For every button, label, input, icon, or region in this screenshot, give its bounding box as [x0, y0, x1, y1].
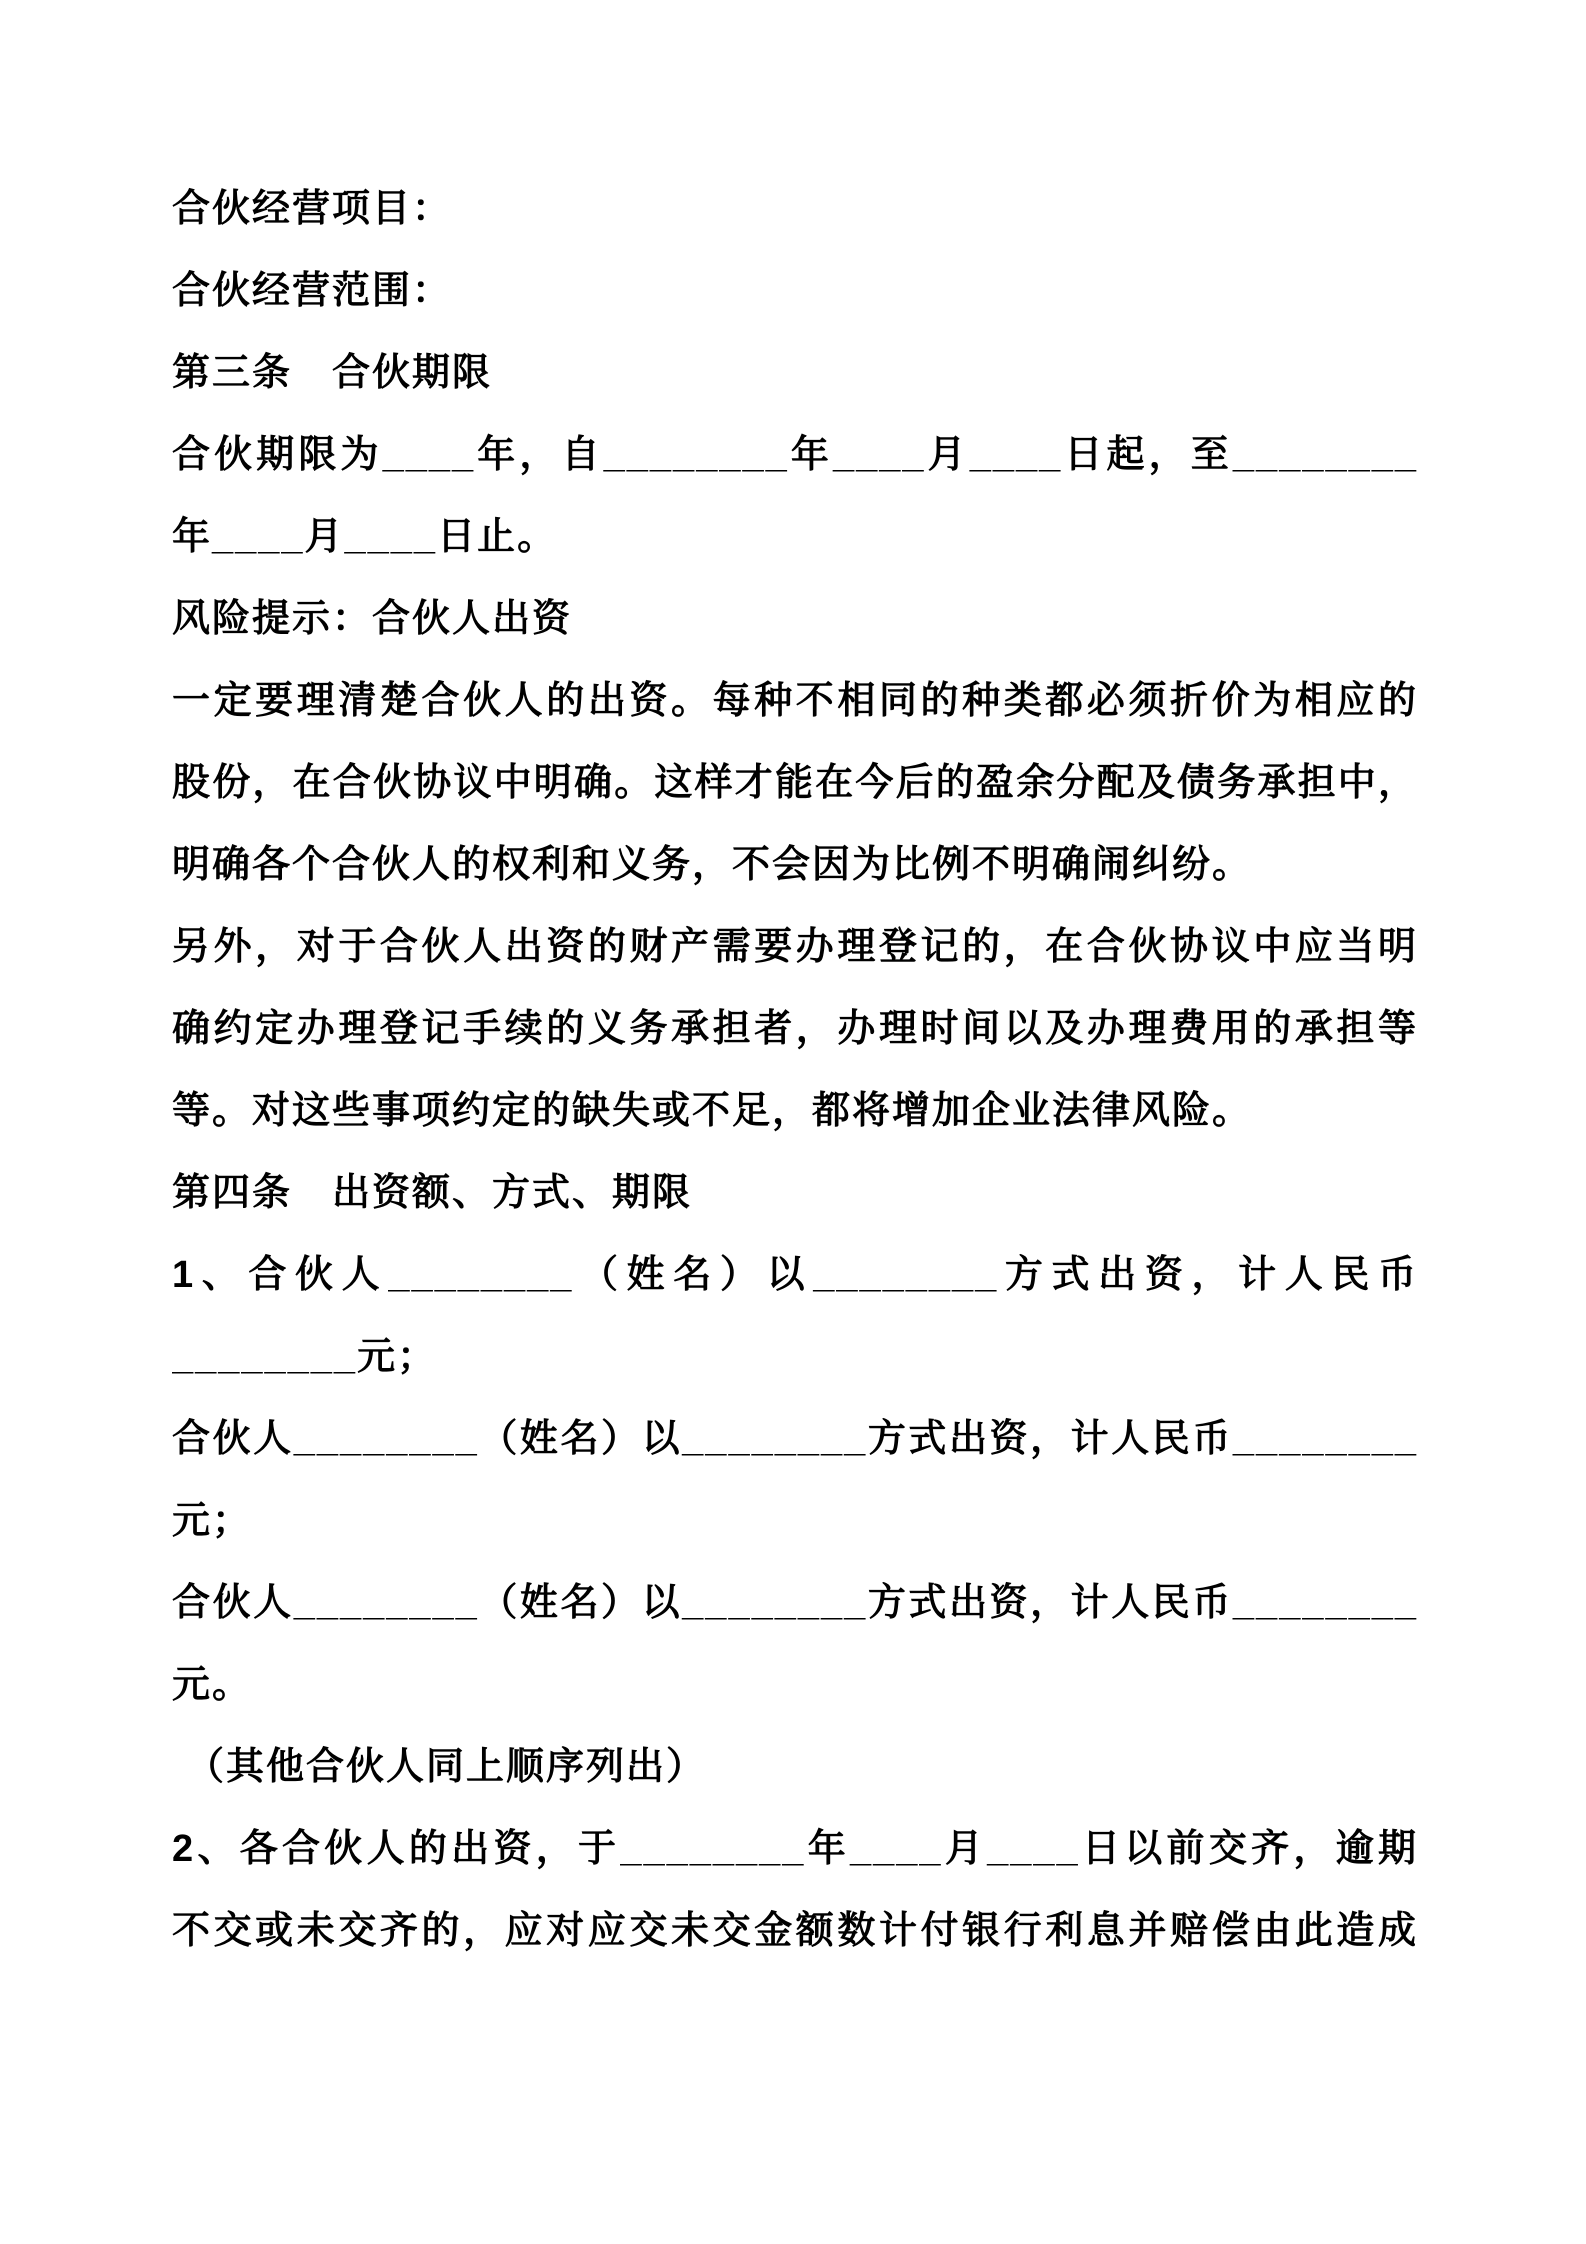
- risk-note-heading: 风险提示：合伙人出资: [172, 598, 573, 640]
- field-label-business-scope: 合伙经营范围：: [172, 270, 453, 312]
- text-line: 股份，在合伙协议中明确。这样才能在今后的盈余分配及债务承担中，: [172, 762, 1418, 804]
- text-line: 等。对这些事项约定的缺失或不足，都将增加企业法律风险。: [172, 1090, 1253, 1132]
- text-line: 元。: [172, 1664, 253, 1706]
- text-line: 合伙期限为____年，自________年____月____日起，至________: [172, 434, 1418, 476]
- text-line: 合伙人________（姓名）以________方式出资，计人民币________: [172, 1582, 1418, 1624]
- text-line: 元；: [172, 1500, 253, 1542]
- field-label-business-project: 合伙经营项目：: [172, 188, 453, 230]
- text-line: 不交或未交齐的，应对应交未交金额数计付银行利息并赔偿由此造成: [172, 1910, 1418, 1952]
- article-4-heading: 第四条 出资额、方式、期限: [172, 1172, 693, 1214]
- article-3-heading: 第三条 合伙期限: [172, 352, 493, 394]
- note-other-partners: （其他合伙人同上顺序列出）: [186, 1746, 707, 1788]
- text-line: 明确各个合伙人的权利和义务，不会因为比例不明确闹纠纷。: [172, 844, 1253, 886]
- text-line: 确约定办理登记手续的义务承担者，办理时间以及办理费用的承担等: [172, 1008, 1418, 1050]
- text-line: 2、各合伙人的出资，于________年____月____日以前交齐，逾期: [172, 1828, 1418, 1870]
- text-line: 另外，对于合伙人出资的财产需要办理登记的，在合伙协议中应当明: [172, 926, 1418, 968]
- text-line: ________元；: [172, 1336, 438, 1378]
- contract-text-block: [172, 168, 1418, 1972]
- text-line: 1、合伙人________（姓名）以________方式出资，计人民币: [172, 1254, 1418, 1296]
- text-line: 一定要理清楚合伙人的出资。每种不相同的种类都必须折价为相应的: [172, 680, 1418, 722]
- text-line: 合伙人________（姓名）以________方式出资，计人民币________: [172, 1418, 1418, 1460]
- text-line: 年____月____日止。: [172, 516, 558, 558]
